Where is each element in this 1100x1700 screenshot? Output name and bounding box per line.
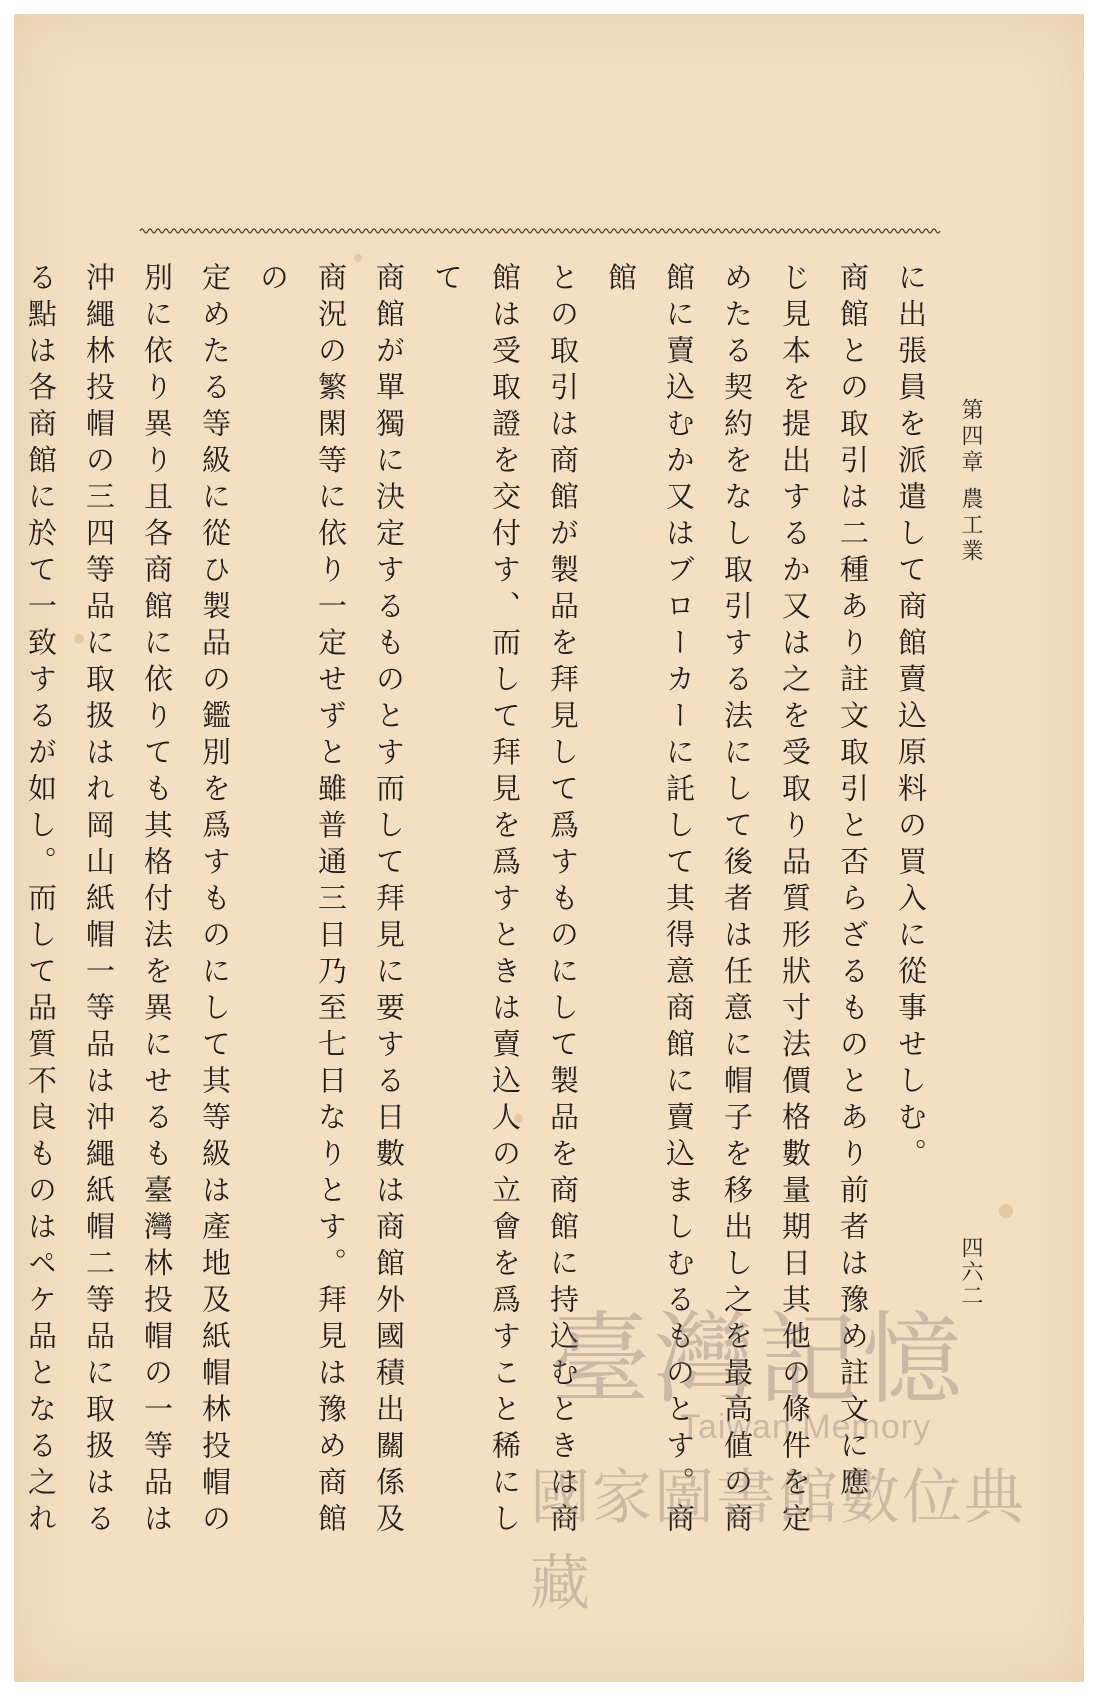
text-column: めたる契約をなし取引する法にして後者は任意に帽子を移出し之を最高値の商 bbox=[720, 262, 754, 1540]
watermark-institution-text: 國家圖書館數位典藏 bbox=[530, 1463, 1026, 1619]
watermark-logo-text: 臺灣記憶 bbox=[550, 1301, 966, 1418]
paper-stain bbox=[354, 254, 362, 262]
text-column: 商況の繁閑等に依り一定せずと雖普通三日乃至七日なりとす。拜見は豫め商館の bbox=[256, 262, 348, 1540]
page-number: 四六二 bbox=[958, 1236, 983, 1308]
text-column: 商館が單獨に決定するものとす而して拜見に要する日數は商館外國積出關係及 bbox=[372, 262, 406, 1540]
text-column: 館は受取證を交付す、而して拜見を爲すときは賣込人の立會を爲すこと稀にして bbox=[430, 262, 522, 1540]
text-column: に出張員を派遣して商館賣込原料の買入に從事せしむ。 bbox=[894, 262, 928, 1175]
text-column: 別に依り異り且各商館に依りても其格付法を異にせるも臺灣林投帽の一等品は bbox=[140, 262, 174, 1540]
chapter-title: 第四章 農工業 bbox=[958, 398, 983, 565]
text-column: 館に賣込むか又はブローカーに託して其得意商館に賣込ましむるものとす。商館 bbox=[604, 262, 696, 1540]
header-wavy-rule bbox=[140, 225, 940, 237]
paper-stain bbox=[999, 1204, 1013, 1218]
text-column: 商館との取引は二種あり註文取引と否らざるものとあり前者は豫め註文に應 bbox=[836, 262, 870, 1503]
text-column: 沖繩林投帽の三四等品に取扱はれ岡山紙帽一等品は沖繩紙帽二等品に取扱はる bbox=[82, 262, 116, 1540]
text-column: じ見本を提出するか又は之を受取り品質形狀寸法價格數量期日其他の條件を定 bbox=[778, 262, 812, 1540]
text-column: 定めたる等級に從ひ製品の鑑別を爲すものにして其等級は產地及紙帽林投帽の bbox=[198, 262, 232, 1540]
archive-watermark bbox=[530, 1300, 1030, 1619]
text-column: る點は各商館に於て一致するが如し。而して品質不良ものはペケ品となる之れ bbox=[24, 262, 58, 1540]
text-column: との取引は商館が製品を拜見して爲すものにして製品を商館に持込むときは商 bbox=[546, 262, 580, 1540]
watermark-english-text: Taiwan Memory bbox=[680, 1408, 932, 1446]
